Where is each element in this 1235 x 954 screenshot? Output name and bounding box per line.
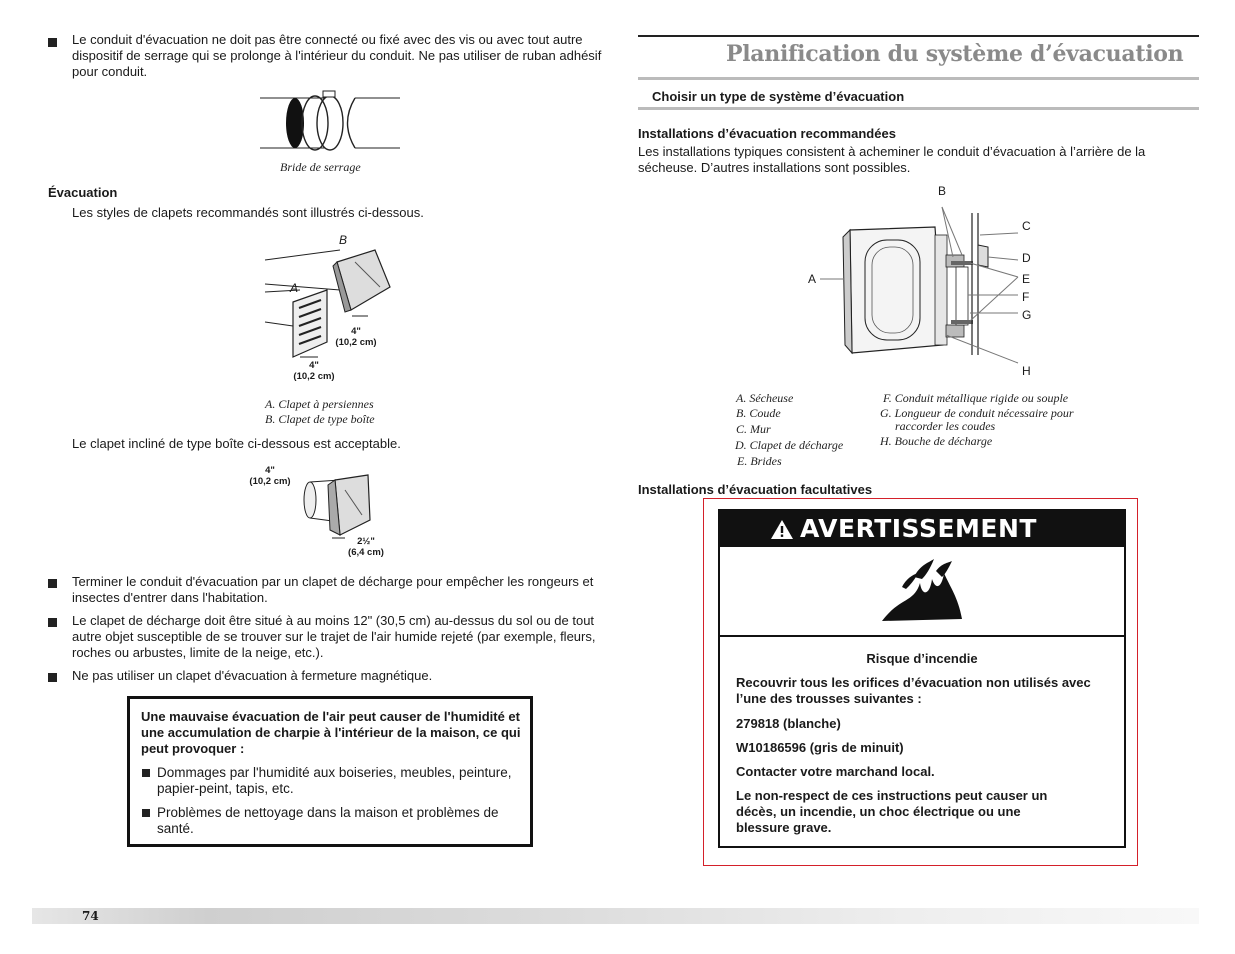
optional-heading: Installations d’évacuation facultatives: [638, 482, 873, 497]
subtitle-rule: [638, 107, 1199, 110]
dim-louver-hood-cm: (10,2 cm): [293, 371, 335, 382]
legend-a: A. Sécheuse: [736, 391, 794, 405]
dryer-label-f: F: [1022, 290, 1030, 304]
bullet-marker: [48, 38, 57, 47]
dryer-label-h: H: [1022, 364, 1031, 378]
dryer-label-d: D: [1022, 251, 1031, 265]
notice-item-moisture: Dommages par l'humidité aux boiseries, meubles, peinture, papier-peint, tapis, etc.: [157, 765, 512, 796]
section-subtitle: Choisir un type de système d’évacuation: [652, 89, 905, 104]
warning-kit-white: 279818 (blanche): [736, 716, 841, 731]
title-rule-bottom: [638, 77, 1199, 80]
bullet-marker: [48, 579, 57, 588]
dim-box-hood-in: 4": [351, 326, 361, 337]
dim-angled-top-in: 4": [265, 465, 275, 476]
legend-c: C. Mur: [736, 422, 771, 436]
hood-label-b: B: [339, 233, 348, 247]
notice-bullet-2: [142, 809, 150, 817]
dim-angled-bottom-in: 2½": [357, 536, 375, 547]
notice-intro: Une mauvaise évacuation de l'air peut causer de l'humidité et une accumulation de charpie à l'intérieur de la maison, ce qui peut provoquer :: [141, 709, 521, 756]
dim-angled-bottom-cm: (6,4 cm): [348, 547, 384, 558]
dryer-label-e: E: [1022, 272, 1031, 286]
dim-louver-hood-in: 4": [309, 360, 319, 371]
legend-b: B. Coude: [736, 406, 781, 420]
legend-e: E. Brides: [737, 454, 782, 468]
dim-angled-top-cm: (10,2 cm): [249, 476, 291, 487]
legend-f: F. Conduit métallique rigide ou souple: [883, 391, 1069, 405]
dryer-label-g: G: [1022, 308, 1032, 322]
bullet-text-magnetic: Ne pas utiliser un clapet d'évacuation à fermeture magnétique.: [72, 668, 433, 683]
evac-text: Les styles de clapets recommandés sont illustrés ci-dessous.: [72, 205, 424, 220]
dryer-installation-figure: [820, 195, 1030, 365]
title-rule-top: [638, 35, 1199, 37]
warning-consequences: Le non-respect de ces instructions peut causer un décès, un incendie, un choc électrique ou une blessure grave.: [736, 788, 1048, 835]
notice-bullet-1: [142, 769, 150, 777]
exhaust-notice-box: [127, 696, 533, 847]
warning-header-bar: [720, 511, 1124, 547]
page-title: Planification du système d’évacuation: [726, 41, 1184, 67]
clamp-caption: Bride de serrage: [280, 160, 361, 174]
legend-d: D. Clapet de décharge: [735, 438, 844, 452]
legend-g: G. Longueur de conduit nécessaire pour: [880, 406, 1074, 420]
page-number: 74: [82, 909, 99, 923]
recommended-heading: Installations d’évacuation recommandées: [638, 126, 896, 141]
dim-box-hood: [330, 326, 382, 348]
recommended-text: Les installations typiques consistent à acheminer le conduit d’évacuation à l’arrière de la sécheuse. D’autres installations sont possibles.: [638, 144, 1146, 175]
dim-angled-bottom: [342, 536, 390, 558]
bullet-text-rodents: Terminer le conduit d'évacuation par un clapet de décharge pour empêcher les rongeurs et insectes d'entrer dans l'habitation.: [72, 574, 594, 605]
dryer-label-c: C: [1022, 219, 1031, 233]
dryer-label-b: B: [938, 184, 947, 198]
warning-kit-midnight: W10186596 (gris de minuit): [736, 740, 904, 755]
warning-box: [718, 509, 1126, 848]
dim-box-hood-cm: (10,2 cm): [335, 337, 377, 348]
clamp-figure: [255, 88, 405, 158]
warning-triangle-icon: [770, 519, 794, 540]
dim-angled-top: [244, 465, 296, 487]
hood-label-a: A: [290, 281, 299, 295]
legend-g-cont: raccorder les coudes: [895, 419, 996, 433]
warning-icon-panel: [720, 547, 1124, 637]
hoods-caption-a: A. Clapet à persiennes: [265, 397, 374, 411]
footer-gradient-bar: [32, 908, 1199, 924]
evac-heading: Évacuation: [48, 185, 118, 200]
bullet-marker: [48, 618, 57, 627]
warning-frame: [703, 498, 1138, 866]
warning-header-text: AVERTISSEMENT: [800, 514, 1037, 543]
hoods-caption-b: B. Clapet de type boîte: [265, 412, 375, 426]
angled-hood-text: Le clapet incliné de type boîte ci-dessous est acceptable.: [72, 436, 401, 451]
warning-contact-dealer: Contacter votre marchand local.: [736, 764, 935, 779]
legend-h: H. Bouche de décharge: [880, 434, 993, 448]
bullet-marker: [48, 673, 57, 682]
dryer-label-a: A: [808, 272, 817, 286]
fire-icon: [876, 557, 968, 625]
warning-risk-title: Risque d’incendie: [866, 651, 978, 666]
warning-cover-openings: Recouvrir tous les orifices d’évacuation non utilisés avec l’une des trousses suivantes :: [736, 675, 1091, 706]
dim-louver-hood: [288, 360, 340, 382]
bullet-text-height: Le clapet de décharge doit être situé à au moins 12" (30,5 cm) au-dessus du sol ou de tout autre objet susceptible de se trouver sur le trajet de l'air humide rejeté (par exemple, fleurs, roches ou arbustes, limite de la neige, etc.).: [72, 613, 596, 660]
notice-item-cleaning: Problèmes de nettoyage dans la maison et problèmes de santé.: [157, 805, 499, 836]
bullet-text-clamp: Le conduit d'évacuation ne doit pas être connecté ou fixé avec des vis ou avec tout autre dispositif de serrage qui se prolonge à l'intérieur du conduit. Ne pas utiliser de ruban adhésif pour conduit.: [72, 32, 602, 79]
